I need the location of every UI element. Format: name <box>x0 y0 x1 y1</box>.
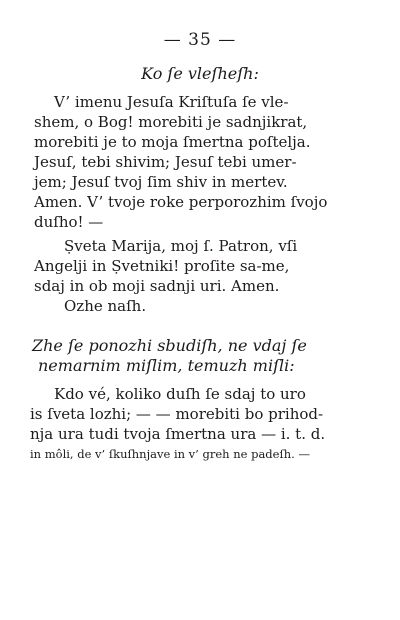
text-line: V’ imenu Jesuſa Kriſtuſa ſe vle- <box>54 93 289 111</box>
text-line: nja ura tudi tvoja ſmertna ura — i. t. d. <box>30 425 326 443</box>
page-number: — 35 — <box>163 30 237 50</box>
heading-line: nemarnim miſlim, temuzh miſli: <box>38 356 295 375</box>
text-line: Jesuſ, tebi shivim; Jesuſ tebi umer- <box>34 153 297 171</box>
text-line: in môli, de v’ ſkuſhnjave in v’ greh ne padeſh. — <box>30 447 310 461</box>
text-line: Kdo vé, koliko duſh ſe sdaj to uro <box>54 385 306 403</box>
text-line: Amen. V’ tvoje roke perporozhim ſvojo <box>34 193 328 211</box>
text-line: sdaj in ob moji sadnji uri. Amen. <box>34 277 280 295</box>
text-line: Ṣveta Marija, moj ſ. Patron, vſi <box>64 237 298 255</box>
text-line: shem, o Bog! morebiti je sadnjikrat, <box>34 113 308 131</box>
heading-line: Zhe ſe ponozhi sbudiſh, ne vdaj ſe <box>32 336 307 355</box>
text-line: Angelji in Ṣvetniki! proſite sa-me, <box>34 257 290 275</box>
text-line: Ozhe naſh. <box>64 297 147 315</box>
text-line: is ſveta lozhi; — — morebiti bo prihod- <box>30 405 324 423</box>
text-line: duſho! — <box>34 213 104 231</box>
text-line: morebiti je to moja ſmertna poſtelja. <box>34 133 311 151</box>
section-heading-1: Ko ſe vleſheſh: <box>141 64 259 83</box>
section-heading-2 <box>32 336 307 375</box>
text-line: jem; Jesuſ tvoj ſim shiv in mertev. <box>34 173 288 191</box>
